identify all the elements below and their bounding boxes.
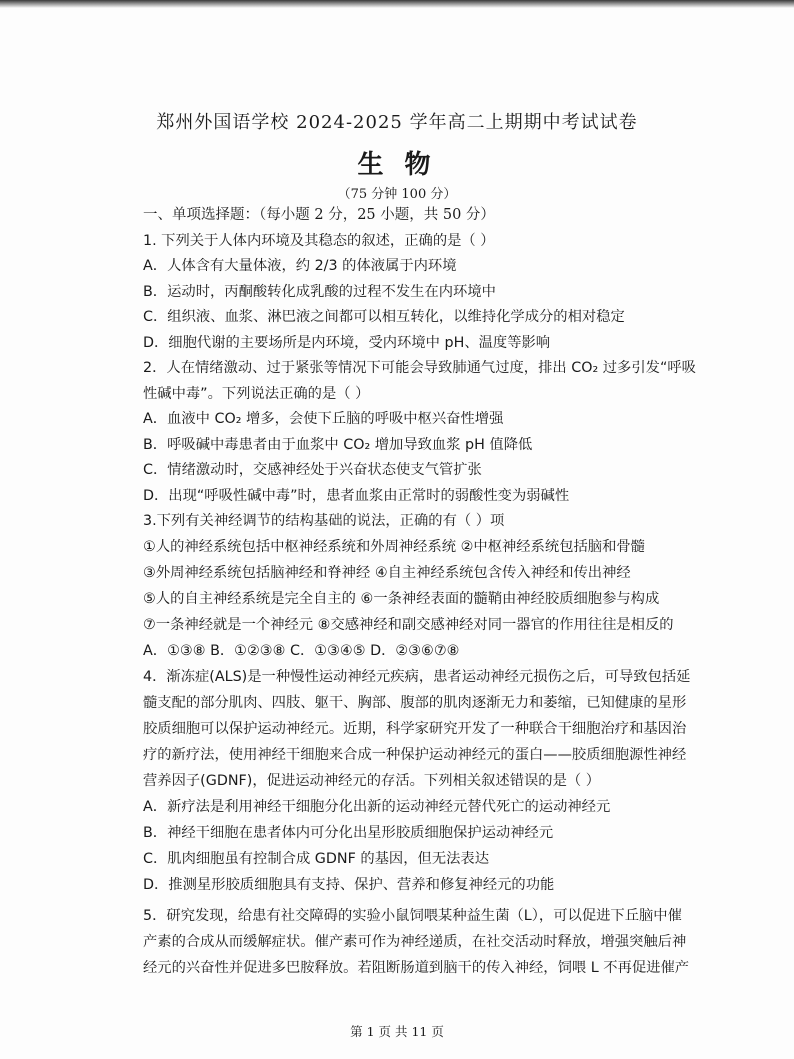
question-stem-4-cont: 胶质细胞可以保护运动神经元。近期，科学家研究开发了一种联合干细胞治疗和基因治 (143, 721, 687, 737)
statement-line: ①人的神经系统包括中枢神经系统和外周神经系统 ②中枢神经系统包括脑和骨髓 (143, 539, 645, 555)
question-stem-5: 5．研究发现，给患有社交障碍的实验小鼠饲喂某种益生菌（L），可以促进下丘脑中催 (143, 908, 682, 924)
option-line: A．①③⑧ B．①②③⑧ C．①③④⑤ D．②③⑥⑦⑧ (143, 643, 460, 659)
question-stem-1: 1. 下列关于人体内环境及其稳态的叙述，正确的是（ ） (143, 233, 495, 249)
question-stem-4-cont: 髓支配的部分肌肉、四肢、躯干、胸部、腹部的肌肉逐渐无力和萎缩，已知健康的星形 (143, 695, 687, 711)
option-line: C．情绪激动时，交感神经处于兴奋状态使支气管扩张 (143, 462, 482, 478)
question-stem-4-cont: 疗的新疗法，使用神经干细胞来合成一种保护运动神经元的蛋白——胶质细胞源性神经 (143, 747, 687, 763)
statement-line: ③外周神经系统包括脑神经和脊神经 ④自主神经系统包含传入神经和传出神经 (143, 565, 631, 581)
option-line: B．运动时，丙酮酸转化成乳酸的过程不发生在内环境中 (143, 284, 496, 300)
option-line: A．人体含有大量体液，约 2/3 的体液属于内环境 (143, 258, 457, 274)
option-line: C．组织液、血浆、淋巴液之间都可以相互转化，以维持化学成分的相对稳定 (143, 309, 625, 325)
option-line: A．新疗法是利用神经干细胞分化出新的运动神经元替代死亡的运动神经元 (143, 799, 611, 815)
question-stem-5-cont: 经元的兴奋性并促进多巴胺释放。若阻断肠道到脑干的传入神经，饲喂 L 不再促进催产 (143, 960, 690, 976)
option-line: D．细胞代谢的主要场所是内环境，受内环境中 pH、温度等影响 (143, 335, 551, 351)
question-stem-5-cont: 产素的合成从而缓解症状。催产素可作为神经递质，在社交活动时释放，增强突触后神 (143, 934, 687, 950)
statement-line: ⑤人的自主神经系统是完全自主的 ⑥一条神经表面的髓鞘由神经胶质细胞参与构成 (143, 591, 660, 607)
question-stem-2-cont: 性碱中毒”。下列说法正确的是（ ） (143, 386, 370, 402)
question-stem-2: 2．人在情绪激动、过于紧张等情况下可能会导致肺通气过度，排出 CO₂ 过多引发“呼吸 (143, 360, 696, 376)
time-score-note: （75 分钟 100 分） (337, 187, 457, 202)
option-line: A．血液中 CO₂ 增多，会使下丘脑的呼吸中枢兴奋性增强 (143, 411, 504, 427)
question-stem-3: 3.下列有关神经调节的结构基础的说法，正确的有（ ）项 (143, 513, 505, 529)
question-stem-4: 4．渐冻症(ALS)是一种慢性运动神经元疾病，患者运动神经元损伤之后，可导致包括延 (143, 669, 691, 685)
option-line: D．推测星形胶质细胞具有支持、保护、营养和修复神经元的功能 (143, 877, 555, 893)
option-line: C．肌肉细胞虽有控制合成 GDNF 的基因，但无法表达 (143, 851, 490, 867)
section-heading: 一、单项选择题：（每小题 2 分，25 小题，共 50 分） (143, 207, 495, 223)
page-footer: 第 1 页 共 11 页 (350, 1024, 444, 1039)
option-line: B．呼吸碱中毒患者由于血浆中 CO₂ 增加导致血浆 pH 值降低 (143, 437, 533, 453)
subject-title: 生 物 (357, 150, 437, 180)
option-line: D．出现“呼吸性碱中毒”时，患者血浆由正常时的弱酸性变为弱碱性 (143, 488, 570, 504)
question-stem-4-cont: 营养因子(GDNF)，促进运动神经元的存活。下列相关叙述错误的是（ ） (143, 773, 601, 789)
scan-edge-shadow (0, 0, 794, 8)
exam-title: 郑州外国语学校 2024-2025 学年高二上期期中考试试卷 (156, 112, 638, 133)
statement-line: ⑦一条神经就是一个神经元 ⑧交感神经和副交感神经对同一器官的作用往往是相反的 (143, 617, 674, 633)
option-line: B．神经干细胞在患者体内可分化出星形胶质细胞保护运动神经元 (143, 825, 554, 841)
